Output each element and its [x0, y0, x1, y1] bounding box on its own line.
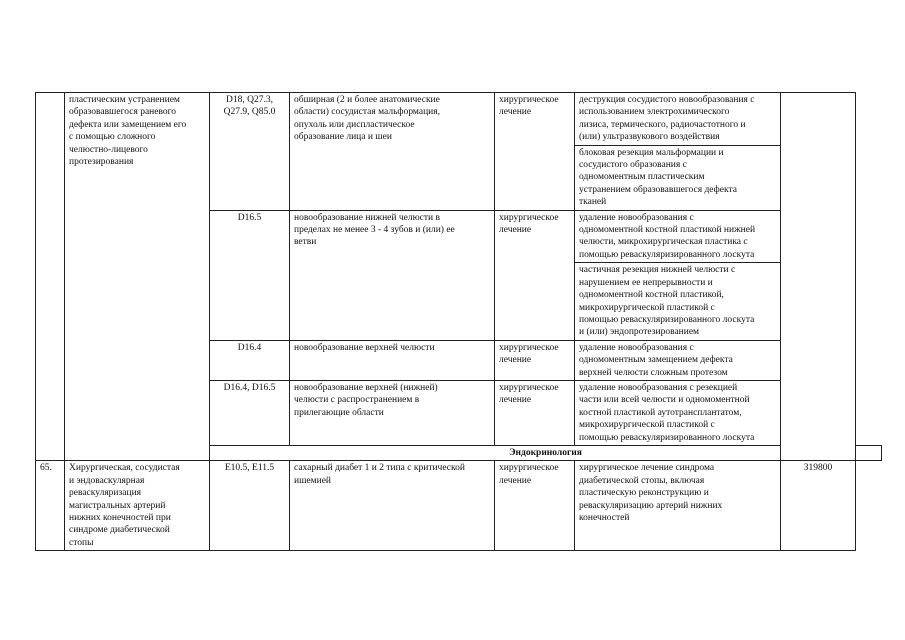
cost-cell [781, 93, 856, 461]
patient-model: сахарный диабет 1 и 2 типа с критической ишемией [290, 461, 495, 551]
treatment-type: хирургическое лечение [495, 93, 575, 211]
medical-care-table [35, 92, 882, 551]
section-title: Эндокринология [210, 445, 882, 460]
treatment-method: деструкция сосудистого новообразования с использованием электрохимического лизиса, термического, радиочастотного и (или) ультразвукового воздействия [575, 93, 781, 146]
care-type-name: Хирургическая, сосудистая и эндоваскулярная реваскуляризация магистральных артерий нижних конечностей при синдроме диабетической стопы [65, 461, 210, 551]
row-number: 65. [36, 461, 65, 551]
table-row [36, 93, 882, 146]
treatment-method: удаление новообразования с одномоментным замещением дефекта верхней челюсти сложным протезом [575, 340, 781, 380]
icd-code: D18, Q27.3, Q27.9, Q85.0 [210, 93, 290, 211]
treatment-type: хирургическое лечение [495, 461, 575, 551]
treatment-method: удаление новообразования с резекцией части или всей челюсти и одномоментной костной пластикой аутотрансплантатом, микрохирургической пластикой с помощью реваскуляризированного лоскута [575, 380, 781, 445]
row-number-cell [36, 93, 65, 461]
patient-model: новообразование нижней челюсти в пределах не менее 3 - 4 зубов и (или) ее ветви [290, 210, 495, 340]
table-row [36, 461, 882, 551]
patient-model: новообразование верхней (нижней) челюсти с распространением в прилегающие области [290, 380, 495, 445]
treatment-type: хирургическое лечение [495, 380, 575, 445]
patient-model: новообразование верхней челюсти [290, 340, 495, 380]
treatment-method: хирургическое лечение синдрома диабетической стопы, включая пластическую реконструкцию и реваскуляризацию артерий нижних конечностей [575, 461, 781, 551]
treatment-method: удаление новообразования с одномоментной костной пластикой нижней челюсти, микрохирургическая пластика с помощью реваскуляризированного лоскута [575, 210, 781, 263]
patient-model: обширная (2 и более анатомические области) сосудистая мальформация, опухоль или диспластическое образование лица и шеи [290, 93, 495, 211]
treatment-type: хирургическое лечение [495, 210, 575, 340]
icd-code: D16.4, D16.5 [210, 380, 290, 445]
icd-code: D16.5 [210, 210, 290, 340]
treatment-method: частичная резекция нижней челюсти с нарушением ее непрерывности и одномоментной костной пластикой, микрохирургической пластикой с помощью реваскуляризированного лоскута и (или) эндопротезированием [575, 263, 781, 340]
icd-code: E10.5, E11.5 [210, 461, 290, 551]
care-type-name: пластическим устранением образовавшегося раневого дефекта или замещением его с помощью сложного челюстно-лицевого протезирования [65, 93, 210, 461]
icd-code: D16.4 [210, 340, 290, 380]
treatment-type: хирургическое лечение [495, 340, 575, 380]
cost-value: 319800 [781, 461, 856, 551]
treatment-method: блоковая резекция мальформации и сосудистого образования с одномоментным пластическим устранением образовавшегося дефекта тканей [575, 145, 781, 210]
